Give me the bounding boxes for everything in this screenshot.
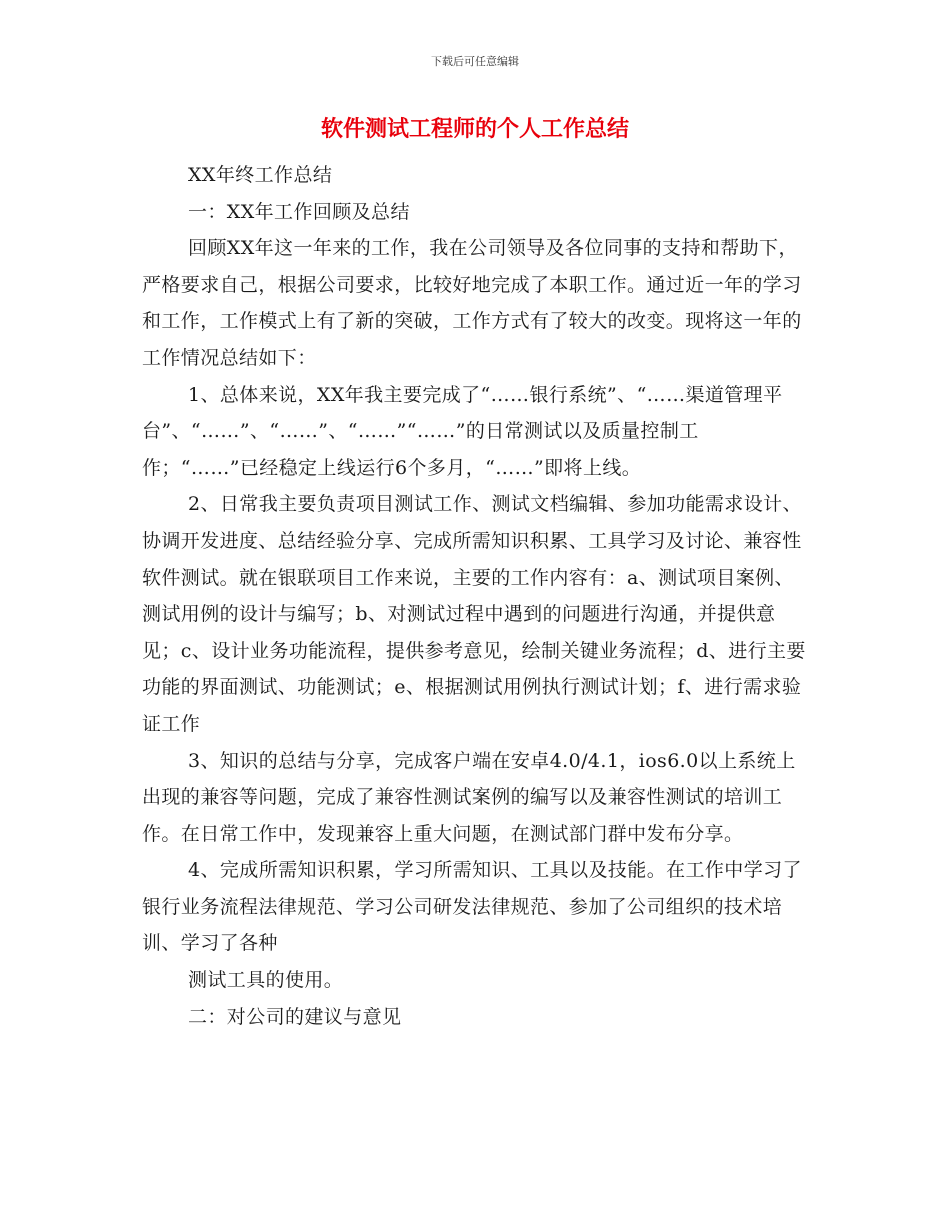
document-title: 软件测试工程师的个人工作总结: [320, 117, 629, 142]
paragraph-item-4: 4、完成所需知识积累，学习所需知识、工具以及技能。在工作中学习了银行业务流程法律规范、学习公司研发法律规范、参加了公司组织的技术培训、学习了各种: [142, 859, 802, 955]
paragraph-item-3: 3、知识的总结与分享，完成客户端在安卓4.0/4.1，ios6.0以上系统上出现的兼容等问题，完成了兼容性测试案例的编写以及兼容性测试的培训工作。在日常工作中，发现兼容上重大问题，在测试部门群中发布分享。: [142, 749, 796, 845]
paragraph-year-end-summary: XX年终工作总结: [188, 164, 333, 186]
paragraph-item-1: 1、总体来说，XX年我主要完成了“……银行系统”、“……渠道管理平台”、“……”、“……”、“……”“……”的日常测试以及质量控制工作；“……”已经稳定上线运行6个多月，“……”即将上线。: [142, 383, 783, 479]
paragraph-tools-usage: 测试工具的使用。: [188, 969, 344, 992]
paragraph-section-one-heading: 一：XX年工作回顾及总结: [188, 200, 410, 223]
paragraph-item-2: 2、日常我主要负责项目测试工作、测试文档编辑、参加功能需求设计、协调开发进度、总结经验分享、完成所需知识积累、工具学习及讨论、兼容性软件测试。就在银联项目工作来说，主要的工作内容有：a、测试项目案例、测试用例的设计与编写；b、对测试过程中遇到的问题进行沟通，并提供意见；c、设计业务功能流程，提供参考意见，绘制关键业务流程；d、进行主要功能的界面测试、功能测试；e、根据测试用例执行测试计划；f、进行需求验证工作: [142, 493, 806, 735]
header-note: 下载后可任意编辑: [431, 55, 519, 68]
paragraph-section-two-heading: 二：对公司的建议与意见: [188, 1005, 402, 1028]
document-body: [142, 157, 810, 1035]
paragraph-review: 回顾XX年这一年来的工作，我在公司领导及各位同事的支持和帮助下，严格要求自己，根据公司要求，比较好地完成了本职工作。通过近一年的学习和工作，工作模式上有了新的突破，工作方式有了较大的改变。现将这一年的工作情况总结如下：: [142, 237, 802, 369]
